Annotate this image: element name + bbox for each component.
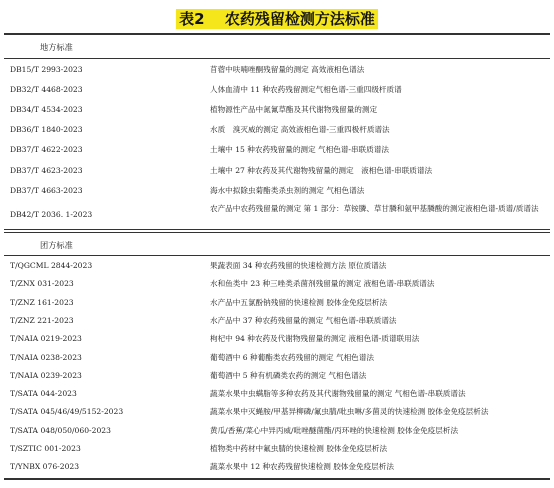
standard-code: T/NAIA 0238-2023 xyxy=(10,352,82,362)
standard-name: 葡萄酒中 5 种有机磷类农药的测定 气相色谱法 xyxy=(210,370,367,380)
standard-name: 水和鱼类中 23 种三唑类杀菌剂残留量的测定 液相色谱-串联质谱法 xyxy=(210,279,435,289)
standard-name: 水产品中五氯酚钠残留的快速检测 胶体金免疫层析法 xyxy=(210,297,388,307)
top-rule xyxy=(4,33,550,35)
standard-code: DB36/T 1840-2023 xyxy=(10,125,83,135)
section-rule xyxy=(4,58,550,59)
standard-name: 果蔬表面 34 种农药残留的快速检测方法 原位质谱法 xyxy=(210,261,387,270)
table-title-text: 表2 农药残留检测方法标准 xyxy=(176,9,378,29)
table-title xyxy=(0,8,554,30)
standard-code: T/ZNZ 221-2023 xyxy=(10,315,74,325)
document-page: 表2 农药残留检测方法标准 地方标准 DB15/T 2993-2023 苜蓿中呋喃唑酮残留量的测定 高效液相色谱法 DB32/T 4468-2023 人体血清中 11 种农药残留测定气相色谱-三重四级杆质谱 DB34/T 4534-2023 植物源性产品中氮氰草酯及其代谢物残留量的测定 DB36/T 1840-2023 水质 溴灭威的测定 高效液相色谱-三重四极杆质谱法 DB37/T 4622-2023 土壤中 15 种农药残留量的测定 气相色谱-串联质谱法 DB37/T 4623-2023 土壤中 27 种农药及其代谢物残留量的测定 液相色谱-串联质谱法 DB37/T 4663-2023 海水中拟除虫菊酯类杀虫剂的测定 气相色谱法 DB42/T 2036. 1-2023 农产品中农药残留量的测定 第 1 部分：草铵膦、草甘膦和氨甲基膦酸的测定液相色谱-质谱/质谱法 团方标准 T/QGCML 2844-2023 果蔬表面 34 种农药残留的快速检测方法 原位质谱法 T/ZNX 031-2023 水和鱼类中 23 种三唑类杀菌剂残留量的测定 液相色谱-串联质谱法 T/ZNZ 161-2023 水产品中五氯酚钠残留的快速检测 胶体金免疫层析法 T/ZNZ 221-2023 水产品中 37 种农药残留量的测定 气相色谱-串联质谱法 T/NAIA 0219-2023 枸杞中 94 种农药及代谢物残留量的测定 液相色谱-质谱联用法 T/NAIA 0238-2023 葡萄酒中 6 种葡酯类农药残留的测定 气相色谱法 T/NAIA 0239-2023 葡萄酒中 5 种有机磷类农药的测定 气相色谱法 T/SATA 044-2023 蔬菜水果中虫螨脂等多种农药及其代谢物残留量的测定 气相色谱-串联质谱法 T/SATA 045/46/49/5152-2023 蔬菜水果中灭蝇胺/甲基异柳磷/氟虫腈/吡虫啉/多菌灵的快速检测 胶体金免疫层析法 T/SATA 048/050/060-2023 黄瓜/香蕉/菜心中异丙威/吡唑醚菌酯/丙环唑的快速检测 胶体金免疫层析法 T/SZTIC 001-2023 植物类中药材中氟虫腈的快速检测 胶体金免疫层析法 T/YNBX 076-2023 蔬菜水果中 12 种农药残留快速检测 胶体金免疫层析法 xyxy=(0,0,554,488)
standard-name: 植物源性产品中氮氰草酯及其代谢物残留量的测定 xyxy=(210,105,378,115)
standard-code: T/SATA 048/050/060-2023 xyxy=(10,425,111,435)
standard-name: 水产品中 37 种农药残留量的测定 气相色谱-串联质谱法 xyxy=(210,315,397,325)
standard-name: 植物类中药材中氟虫腈的快速检测 胶体金免疫层析法 xyxy=(210,444,388,453)
standard-code: DB15/T 2993-2023 xyxy=(10,65,83,74)
standard-name: 葡萄酒中 6 种葡酯类农药残留的测定 气相色谱法 xyxy=(210,352,374,362)
standard-code: T/ZNX 031-2023 xyxy=(10,279,74,289)
standard-code: DB37/T 4622-2023 xyxy=(10,145,83,155)
standard-name: 蔬菜水果中灭蝇胺/甲基异柳磷/氟虫腈/吡虫啉/多菌灵的快速检测 胶体金免疫层析法 xyxy=(210,407,489,417)
standard-code: DB32/T 4468-2023 xyxy=(10,85,83,95)
standard-name: 水质 溴灭威的测定 高效液相色谱-三重四极杆质谱法 xyxy=(210,125,390,135)
section-rule xyxy=(4,255,550,256)
standard-code: T/SATA 044-2023 xyxy=(10,389,77,399)
standard-code: DB37/T 4663-2023 xyxy=(10,185,83,195)
standard-name: 黄瓜/香蕉/菜心中异丙威/吡唑醚菌酯/丙环唑的快速检测 胶体金免疫层析法 xyxy=(210,425,459,435)
standard-name: 蔬菜水果中 12 种农药残留快速检测 胶体金免疫层析法 xyxy=(210,462,394,472)
standard-name: 人体血清中 11 种农药残留测定气相色谱-三重四级杆质谱 xyxy=(210,85,402,95)
standard-code: T/SATA 045/46/49/5152-2023 xyxy=(10,407,124,417)
bottom-rule xyxy=(4,478,550,480)
standard-code: DB34/T 4534-2023 xyxy=(10,105,83,115)
standard-code: T/QGCML 2844-2023 xyxy=(10,261,93,270)
section-divider-rule xyxy=(4,229,550,230)
standard-code: DB37/T 4623-2023 xyxy=(10,165,83,175)
standard-code: T/NAIA 0239-2023 xyxy=(10,370,82,380)
standard-name: 农产品中农药残留量的测定 第 1 部分：草铵膦、草甘膦和氨甲基膦酸的测定液相色谱-质谱/质谱法 xyxy=(210,203,539,213)
standard-name: 苜蓿中呋喃唑酮残留量的测定 高效液相色谱法 xyxy=(210,65,365,74)
standard-name: 海水中拟除虫菊酯类杀虫剂的测定 气相色谱法 xyxy=(210,185,365,195)
standard-name: 枸杞中 94 种农药及代谢物残留量的测定 液相色谱-质谱联用法 xyxy=(210,334,420,344)
section-divider-rule-2 xyxy=(4,232,550,233)
standard-code: T/SZTIC 001-2023 xyxy=(10,444,81,453)
standard-name: 蔬菜水果中虫螨脂等多种农药及其代谢物残留量的测定 气相色谱-串联质谱法 xyxy=(210,389,466,399)
standard-code: DB42/T 2036. 1-2023 xyxy=(10,209,93,219)
standard-name: 土壤中 27 种农药及其代谢物残留量的测定 液相色谱-串联质谱法 xyxy=(210,165,433,175)
standard-code: T/YNBX 076-2023 xyxy=(10,462,80,472)
standard-name: 土壤中 15 种农药残留量的测定 气相色谱-串联质谱法 xyxy=(210,145,389,155)
standard-code: T/NAIA 0219-2023 xyxy=(10,334,82,344)
standard-code: T/ZNZ 161-2023 xyxy=(10,297,74,307)
